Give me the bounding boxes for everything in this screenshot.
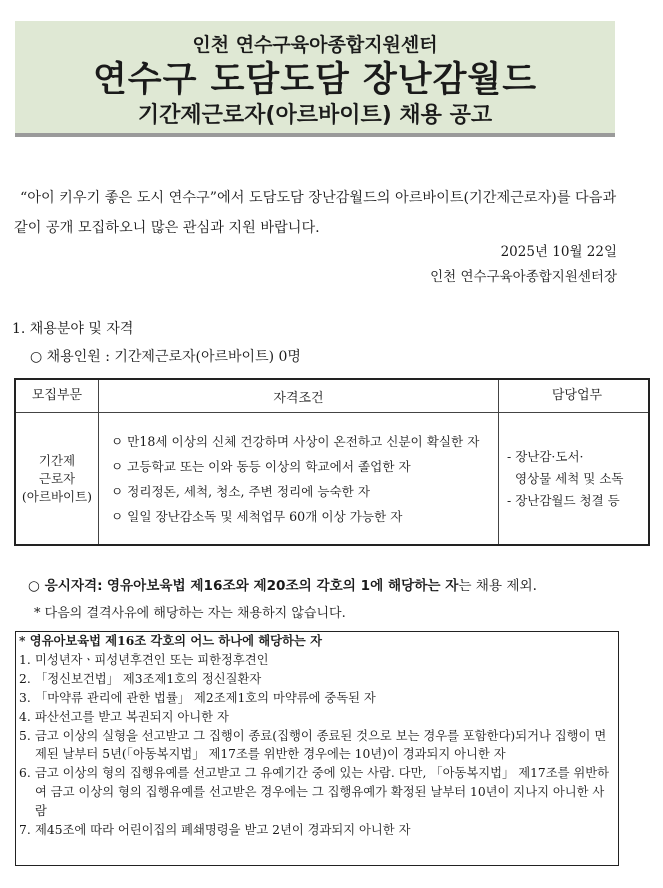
list-item bbox=[19, 708, 615, 727]
duty-item: 영상물 세척 및 소독 bbox=[507, 470, 624, 486]
item-number: 1. bbox=[19, 652, 31, 667]
category-line: 근로자 bbox=[38, 470, 76, 486]
category-cell bbox=[15, 413, 99, 546]
notice-title: 연수구 도담도담 장난감월드 bbox=[92, 60, 538, 100]
table-row bbox=[15, 413, 649, 546]
section-heading: 1. 채용분야 및 자격 bbox=[12, 321, 134, 337]
header-conditions: 자격조건 bbox=[99, 379, 499, 413]
recruit-count-line: ○ 채용인원 : 기간제근로자(아르바이트) 0명 bbox=[30, 349, 301, 365]
disqualification-box bbox=[15, 631, 619, 866]
header-category: 모집부문 bbox=[15, 379, 99, 413]
condition-item: ㅇ 고등학교 또는 이와 동등 이상의 학교에서 졸업한 자 bbox=[111, 458, 411, 474]
eligibility-law: 영유아보육법 제16조와 제20조의 각호의 1에 해당하는 자 bbox=[106, 578, 459, 594]
condition-item: ㅇ 정리정돈, 세척, 청소, 주변 정리에 능숙한 자 bbox=[111, 483, 371, 499]
item-text: 「정신보건법」 제3조제1호의 정신질환자 bbox=[35, 671, 262, 686]
list-item bbox=[19, 821, 615, 840]
list-item bbox=[19, 689, 615, 708]
notice-date: 2025년 10월 22일 bbox=[500, 244, 617, 260]
intro-paragraph: “아이 키우기 좋은 도시 연수구”에서 도담도담 장난감월드의 아르바이트(기간제근로자)를 다음과 같이 공개 모집하오니 많은 관심과 지원 바랍니다. bbox=[14, 190, 617, 236]
eligibility-prefix: ○ 응시자격: bbox=[28, 578, 103, 594]
duty-item: - 장난감·도서· bbox=[507, 448, 584, 464]
category-line: 기간제 bbox=[38, 452, 76, 468]
issuer-name: 인천 연수구육아종합지원센터장 bbox=[430, 269, 617, 285]
list-item bbox=[19, 764, 615, 821]
condition-item: ㅇ 일일 장난감소독 및 세척업무 60개 이상 가능한 자 bbox=[111, 508, 403, 524]
disqualification-title: * 영유아보육법 제16조 각호의 어느 하나에 해당하는 자 bbox=[19, 633, 322, 648]
item-text: 파산선고를 받고 복권되지 아니한 자 bbox=[35, 709, 229, 724]
table-header-row bbox=[15, 379, 649, 413]
organization-name: 인천 연수구육아종합지원센터 bbox=[192, 34, 438, 56]
item-number: 5. bbox=[19, 728, 31, 743]
notice-header bbox=[15, 21, 615, 137]
header-duties: 담당업무 bbox=[499, 379, 650, 413]
list-item bbox=[19, 670, 615, 689]
item-text: 미성년자ㆍ피성년후견인 또는 피한정후견인 bbox=[35, 652, 269, 667]
item-number: 6. bbox=[19, 766, 31, 781]
eligibility-suffix: 는 채용 제외. bbox=[458, 578, 537, 594]
list-item bbox=[19, 727, 615, 765]
conditions-cell bbox=[99, 413, 499, 546]
category-line: (아르바이트) bbox=[21, 488, 93, 504]
item-text: 금고 이상의 실형을 선고받고 그 집행이 종료(집행이 종료된 것으로 보는 경우를 포함한다)되거나 집행이 면제된 날부터 5년(「아동복지법」 제17조를 위반한 경우에는 10년)이 경과되지 아니한 자 bbox=[35, 728, 607, 762]
qualification-table bbox=[14, 378, 650, 546]
duties-cell bbox=[499, 413, 650, 546]
item-text: 금고 이상의 형의 집행유예를 선고받고 그 유예기간 중에 있는 사람. 다만, 「아동복지법」 제17조를 위반하여 금고 이상의 형의 집행유예를 선고받은 경우에는 그 집행유예가 확정된 날부터 10년이 지나지 아니한 사람 bbox=[35, 766, 610, 819]
item-text: 제45조에 따라 어린이집의 폐쇄명령을 받고 2년이 경과되지 아니한 자 bbox=[35, 823, 411, 838]
item-number: 2. bbox=[19, 671, 31, 686]
duty-item: - 장난감월드 청결 등 bbox=[507, 492, 620, 508]
item-number: 4. bbox=[19, 709, 31, 724]
notice-subtitle: 기간제근로자(아르바이트) 채용 공고 bbox=[137, 103, 493, 128]
eligibility-line bbox=[28, 574, 537, 594]
disqualification-note: * 다음의 결격사유에 해당하는 자는 채용하지 않습니다. bbox=[34, 606, 346, 621]
condition-item: ㅇ 만18세 이상의 신체 건강하며 사상이 온전하고 신분이 확실한 자 bbox=[111, 433, 480, 449]
list-item bbox=[19, 651, 615, 670]
item-number: 3. bbox=[19, 690, 31, 705]
item-number: 7. bbox=[19, 823, 31, 838]
item-text: 「마약류 관리에 관한 법률」 제2조제1호의 마약류에 중독된 자 bbox=[35, 690, 376, 705]
